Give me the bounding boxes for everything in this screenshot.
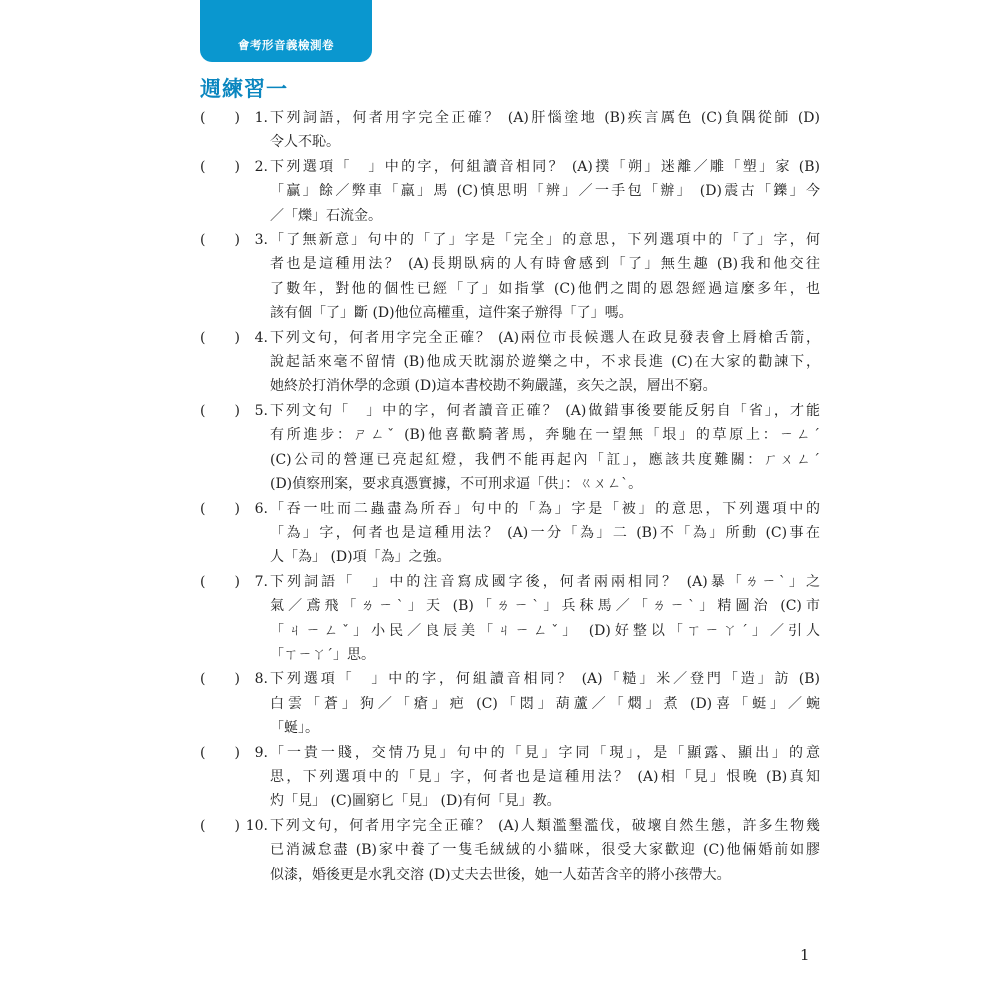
page-number: 1 — [800, 946, 810, 964]
question-text-line: 似漆，婚後更是水乳交溶 (D)丈夫去世後，她一人茹苦含辛的將小孩帶大。 — [270, 866, 731, 883]
question-text-line: 白雲「蒼」狗／「瘡」疤 (C)「悶」葫蘆／「燜」煮 (D)喜「蜓」／蜿 — [270, 695, 820, 712]
question-number: 8. — [254, 671, 268, 688]
question-item — [200, 228, 820, 326]
open-paren: ( — [200, 671, 206, 688]
question-text-line: 「為」字，何者也是這種用法？ (A)一分「為」二 (B)不「為」所動 (C)事在 — [270, 524, 820, 541]
page-title: 週練習一 — [200, 77, 288, 101]
answer-blank[interactable] — [200, 326, 240, 350]
question-text-line: 下列文句，何者用字完全正確？ (A)兩位市長候選人在政見發表會上脣槍舌箭， — [270, 329, 820, 346]
question-item — [200, 155, 820, 228]
answer-blank[interactable] — [200, 667, 240, 691]
question-text-line: 下列文句，何者用字完全正確？ (A)人類濫墾濫伐，破壞自然生態，許多生物幾 — [270, 817, 820, 834]
answer-blank[interactable] — [200, 399, 240, 423]
question-text-line: 「了無新意」句中的「了」字是「完全」的意思，下列選項中的「了」字，何 — [270, 232, 820, 249]
close-paren: ) — [234, 402, 240, 419]
answer-blank[interactable] — [200, 497, 240, 521]
question-text-line: 說起話來毫不留情 (B)他成天眈溺於遊樂之中，不求長進 (C)在大家的勸諫下， — [270, 354, 820, 371]
question-list — [200, 106, 820, 887]
question-item — [200, 741, 820, 814]
question-item — [200, 106, 820, 155]
question-text-line: 氣／鳶飛「ㄌㄧˋ」天 (B)「ㄌㄧˋ」兵秣馬／「ㄌㄧˋ」精圖治 (C)市 — [270, 598, 820, 615]
open-paren: ( — [200, 744, 206, 761]
open-paren: ( — [200, 573, 206, 590]
question-text-line: 她終於打消休學的念頭 (D)這本書校勘不夠嚴謹，亥矢之誤，層出不窮。 — [270, 378, 717, 395]
question-text-line: 「ㄒㄧㄚˊ」思。 — [270, 646, 375, 663]
question-number: 9. — [254, 744, 268, 761]
question-text-line: 令人不恥。 — [270, 134, 340, 151]
close-paren: ) — [234, 671, 240, 688]
close-paren: ) — [234, 110, 240, 126]
question-text-line: 下列選項「 」中的字，何組讀音相同？ (A)「糙」米／登門「造」訪 (B) — [270, 671, 820, 688]
close-paren: ) — [234, 329, 240, 346]
question-item — [200, 570, 820, 668]
header-tab-label: 會考形音義檢測卷 — [238, 38, 334, 52]
question-item — [200, 326, 820, 399]
question-text-line: (C)公司的營運已亮起紅燈，我們不能再起內「訌」，應該共度難關：ㄏㄨㄥˊ — [270, 451, 820, 468]
question-number: 10. — [245, 817, 268, 834]
question-text-line: 「一貴一賤，交情乃見」句中的「見」字同「現」，是「顯露、顯出」的意 — [270, 744, 820, 761]
open-paren: ( — [200, 158, 206, 175]
open-paren: ( — [200, 817, 206, 834]
close-paren: ) — [234, 744, 240, 761]
question-text-line: 下列詞語，何者用字完全正確？ (A)肝惱塗地 (B)疾言厲色 (C)負隅從師 (D) — [270, 110, 820, 126]
question-number: 2. — [254, 158, 268, 175]
answer-blank[interactable] — [200, 814, 240, 838]
open-paren: ( — [200, 500, 206, 517]
close-paren: ) — [234, 817, 240, 834]
question-item — [200, 667, 820, 740]
question-text-line: (D)偵察刑案，要求真憑實據，不可刑求逼「供」：ㄍㄨㄥˋ。 — [270, 476, 643, 493]
open-paren: ( — [200, 232, 206, 249]
question-text-line: 「ㄐㄧㄥˇ」小民／良辰美「ㄐㄧㄥˇ」 (D)好整以「ㄒㄧㄚˊ」／引人 — [270, 622, 820, 639]
question-text-line: 人「為」 (D)項「為」之強。 — [270, 549, 451, 566]
question-text-line: 下列文句「 」中的字，何者讀音正確？ (A)做錯事後要能反躬自「省」，才能 — [270, 402, 820, 419]
question-text-line: 該有個「了」斷 (D)他位高權重，這件案子辦得「了」嗎。 — [270, 305, 633, 322]
answer-blank[interactable] — [200, 741, 240, 765]
question-text-line: 下列選項「 」中的字，何組讀音相同？ (A)撲「朔」迷離／雕「塑」家 (B) — [270, 158, 820, 175]
answer-blank[interactable] — [200, 570, 240, 594]
question-item — [200, 497, 820, 570]
answer-blank[interactable] — [200, 155, 240, 179]
question-text-line: 者也是這種用法？ (A)長期臥病的人有時會感到「了」無生趣 (B)我和他交往 — [270, 256, 820, 273]
question-number: 5. — [254, 402, 268, 419]
answer-blank[interactable] — [200, 106, 240, 130]
question-text-line: 「吞一吐而二蟲盡為所吞」句中的「為」字是「被」的意思，下列選項中的 — [270, 500, 820, 517]
close-paren: ) — [234, 158, 240, 175]
header-tab — [200, 0, 372, 62]
question-text-line: 「蜒」。 — [270, 720, 319, 737]
question-item — [200, 814, 820, 887]
question-text-line: 有所進步：ㄕㄥˇ (B)他喜歡騎著馬，奔馳在一望無「垠」的草原上：ㄧㄥˊ — [270, 427, 820, 444]
question-number: 1. — [254, 110, 268, 126]
question-item — [200, 399, 820, 497]
open-paren: ( — [200, 402, 206, 419]
question-text-line: 「贏」餘／弊車「羸」馬 (C)慎思明「辨」／一手包「辦」 (D)震古「鑠」今 — [270, 183, 820, 200]
close-paren: ) — [234, 232, 240, 249]
question-number: 7. — [254, 573, 268, 590]
question-number: 4. — [254, 329, 268, 346]
question-text-line: 了數年，對他的個性已經「了」如指掌 (C)他們之間的恩怨經過這麼多年，也 — [270, 280, 820, 297]
question-text-line: ／「爍」石流金。 — [270, 207, 382, 224]
answer-blank[interactable] — [200, 228, 240, 252]
question-text-line: 思，下列選項中的「見」字，何者也是這種用法？ (A)相「見」恨晚 (B)真知 — [270, 768, 820, 785]
open-paren: ( — [200, 329, 206, 346]
question-number: 3. — [254, 232, 268, 249]
open-paren: ( — [200, 110, 206, 126]
question-text-line: 已消滅怠盡 (B)家中養了一隻毛絨絨的小貓咪，很受大家歡迎 (C)他倆婚前如膠 — [270, 842, 820, 859]
question-text-line: 下列詞語「 」中的注音寫成國字後，何者兩兩相同？ (A)暴「ㄌㄧˋ」之 — [270, 573, 820, 590]
question-text-line: 灼「見」 (C)圖窮匕「見」 (D)有何「見」教。 — [270, 793, 561, 810]
close-paren: ) — [234, 500, 240, 517]
close-paren: ) — [234, 573, 240, 590]
question-number: 6. — [254, 500, 268, 517]
